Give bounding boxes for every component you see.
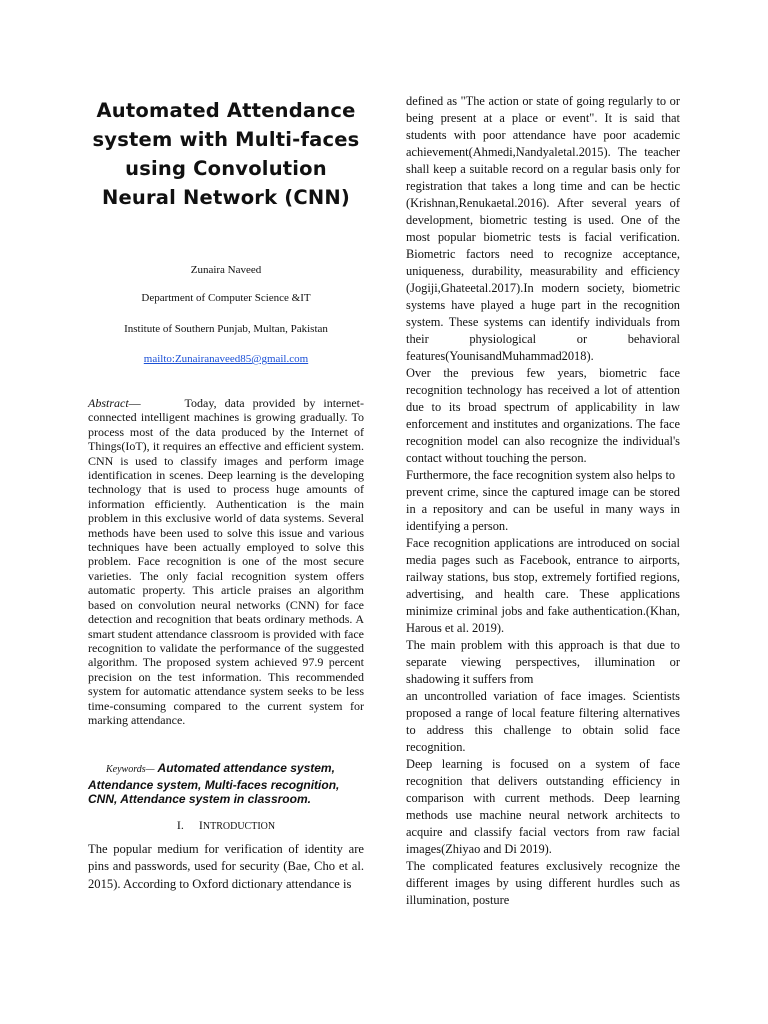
abstract-dash: — — [128, 396, 141, 410]
paper-title — [88, 96, 364, 212]
keywords-label: Keywords— — [106, 764, 155, 776]
abstract-label: Abstract — [88, 396, 129, 410]
abstract-text: Today, data provided by internet-connected intelligent machines is growing gradually. To process most of the data produced by the Internet of Things(IoT), it requires an effective and efficient system. CNN is used to classify images and perform image identification in scenes. Deep learning is the developing technology that is used to process huge amounts of information efficiently. Authentication is the main problem in this exclusive world of data systems. Several methods have been used to solve this issue and various techniques have been actually employed to solve this problem. Face recognition is one of the most secure varieties. The only facial recognition system offers automatic property. This article praises an algorithm based on convolution neural networks (CNN) for face detection and recognition that beats ordinary methods. A smart student attendance classroom is provided with face recognition to validate the performance of the suggested algorithm. The proposed system achieved 97.9 percent precision on the test information. This recommended system for automatic attendance system seeks to be less time-consuming compared to the current system for marking attendance. — [88, 396, 365, 727]
body-paragraph: Furthermore, the face recognition system also helps to — [406, 468, 676, 482]
title-line: system with Multi-faces — [92, 128, 360, 151]
abstract — [88, 396, 364, 727]
section-title-rest: NTRODUCTION — [202, 820, 276, 832]
body-paragraph: Deep learning is focused on a system of face recognition that delivers outstanding efficiency in comparison with current methods. Deep learning methods use machine neural network architects to acquire and classify facial vectors from raw facial images(Zhiyao and Di 2019). — [406, 757, 680, 856]
author-name: Zunaira Naveed — [190, 264, 262, 276]
title-line: Automated Attendance — [96, 99, 356, 122]
intro-paragraph: The popular medium for verification of identity are pins and passwords, used for security (Bae, Cho et al. 2015). According to Oxford dictionary attendance is — [88, 841, 364, 891]
section-number: I. — [176, 817, 184, 832]
body-paragraph: Face recognition applications are introduced on social media pages such as Facebook, entrance to airports, railway stations, bus stop, extremely fortified regions, advertising, and health care. These applications minimize criminal jobs and fake authentication.(Khan, Harous et al. 2019). — [406, 536, 680, 635]
right-column — [406, 93, 680, 909]
body-paragraph: The complicated features exclusively recognize the different images by using different hurdles such as illumination, posture — [406, 859, 680, 907]
keywords — [88, 761, 364, 806]
body-paragraph: Over the previous few years, biometric face recognition technology has received a lot of attention due to its broad spectrum of applicability in law enforcement and institutes and organizations. The face recognition model can also recognize the individual's contact without touching the person. — [406, 366, 680, 465]
body-paragraph: defined as "The action or state of going regularly to or being present at a place or event". It is said that students with poor attendance have poor academic achievement(Ahmedi,Nandyaletal.2015). The teacher shall keep a suitable record on a regular basis only for registration that takes a long time and can be hectic (Krishnan,Renukaetal.2016). After several years of development, biometric testing is used. One of the most popular biometric tests is facial verification. Biometric factors need to recognize acceptance, uniqueness, durability, measurability and efficiency (Jogiji,Ghateetal.2017).In modern society, biometric systems have played a huge part in the recognition system. These systems can identify individuals from their physiological or behavioral features(YounisandMuhammad2018). — [406, 94, 680, 363]
body-paragraph: an uncontrolled variation of face images. Scientists proposed a range of local feature filtering alternatives to address this challenge to obtain solid face recognition. — [406, 689, 680, 754]
section-heading — [88, 818, 364, 833]
author-department: Department of Computer Science &IT — [141, 292, 311, 304]
keywords-text: Automated attendance system, Attendance system, Multi-faces recognition, CNN, Attendance system in classroom. — [88, 761, 340, 806]
left-column — [88, 96, 364, 893]
title-line: using Convolution — [125, 157, 327, 180]
title-line: Neural Network (CNN) — [101, 186, 351, 209]
section-title-initial: I — [198, 817, 203, 832]
body-paragraph: prevent crime, since the captured image can be stored in a repository and can be useful in many ways in identifying a person. — [406, 485, 680, 533]
body-paragraph: The main problem with this approach is that due to separate viewing perspectives, illumination or shadowing it suffers from — [406, 638, 680, 686]
author-institute: Institute of Southern Punjab, Multan, Pakistan — [124, 323, 328, 335]
author-email-link[interactable]: mailto:Zunairanaveed85@gmail.com — [143, 353, 309, 365]
